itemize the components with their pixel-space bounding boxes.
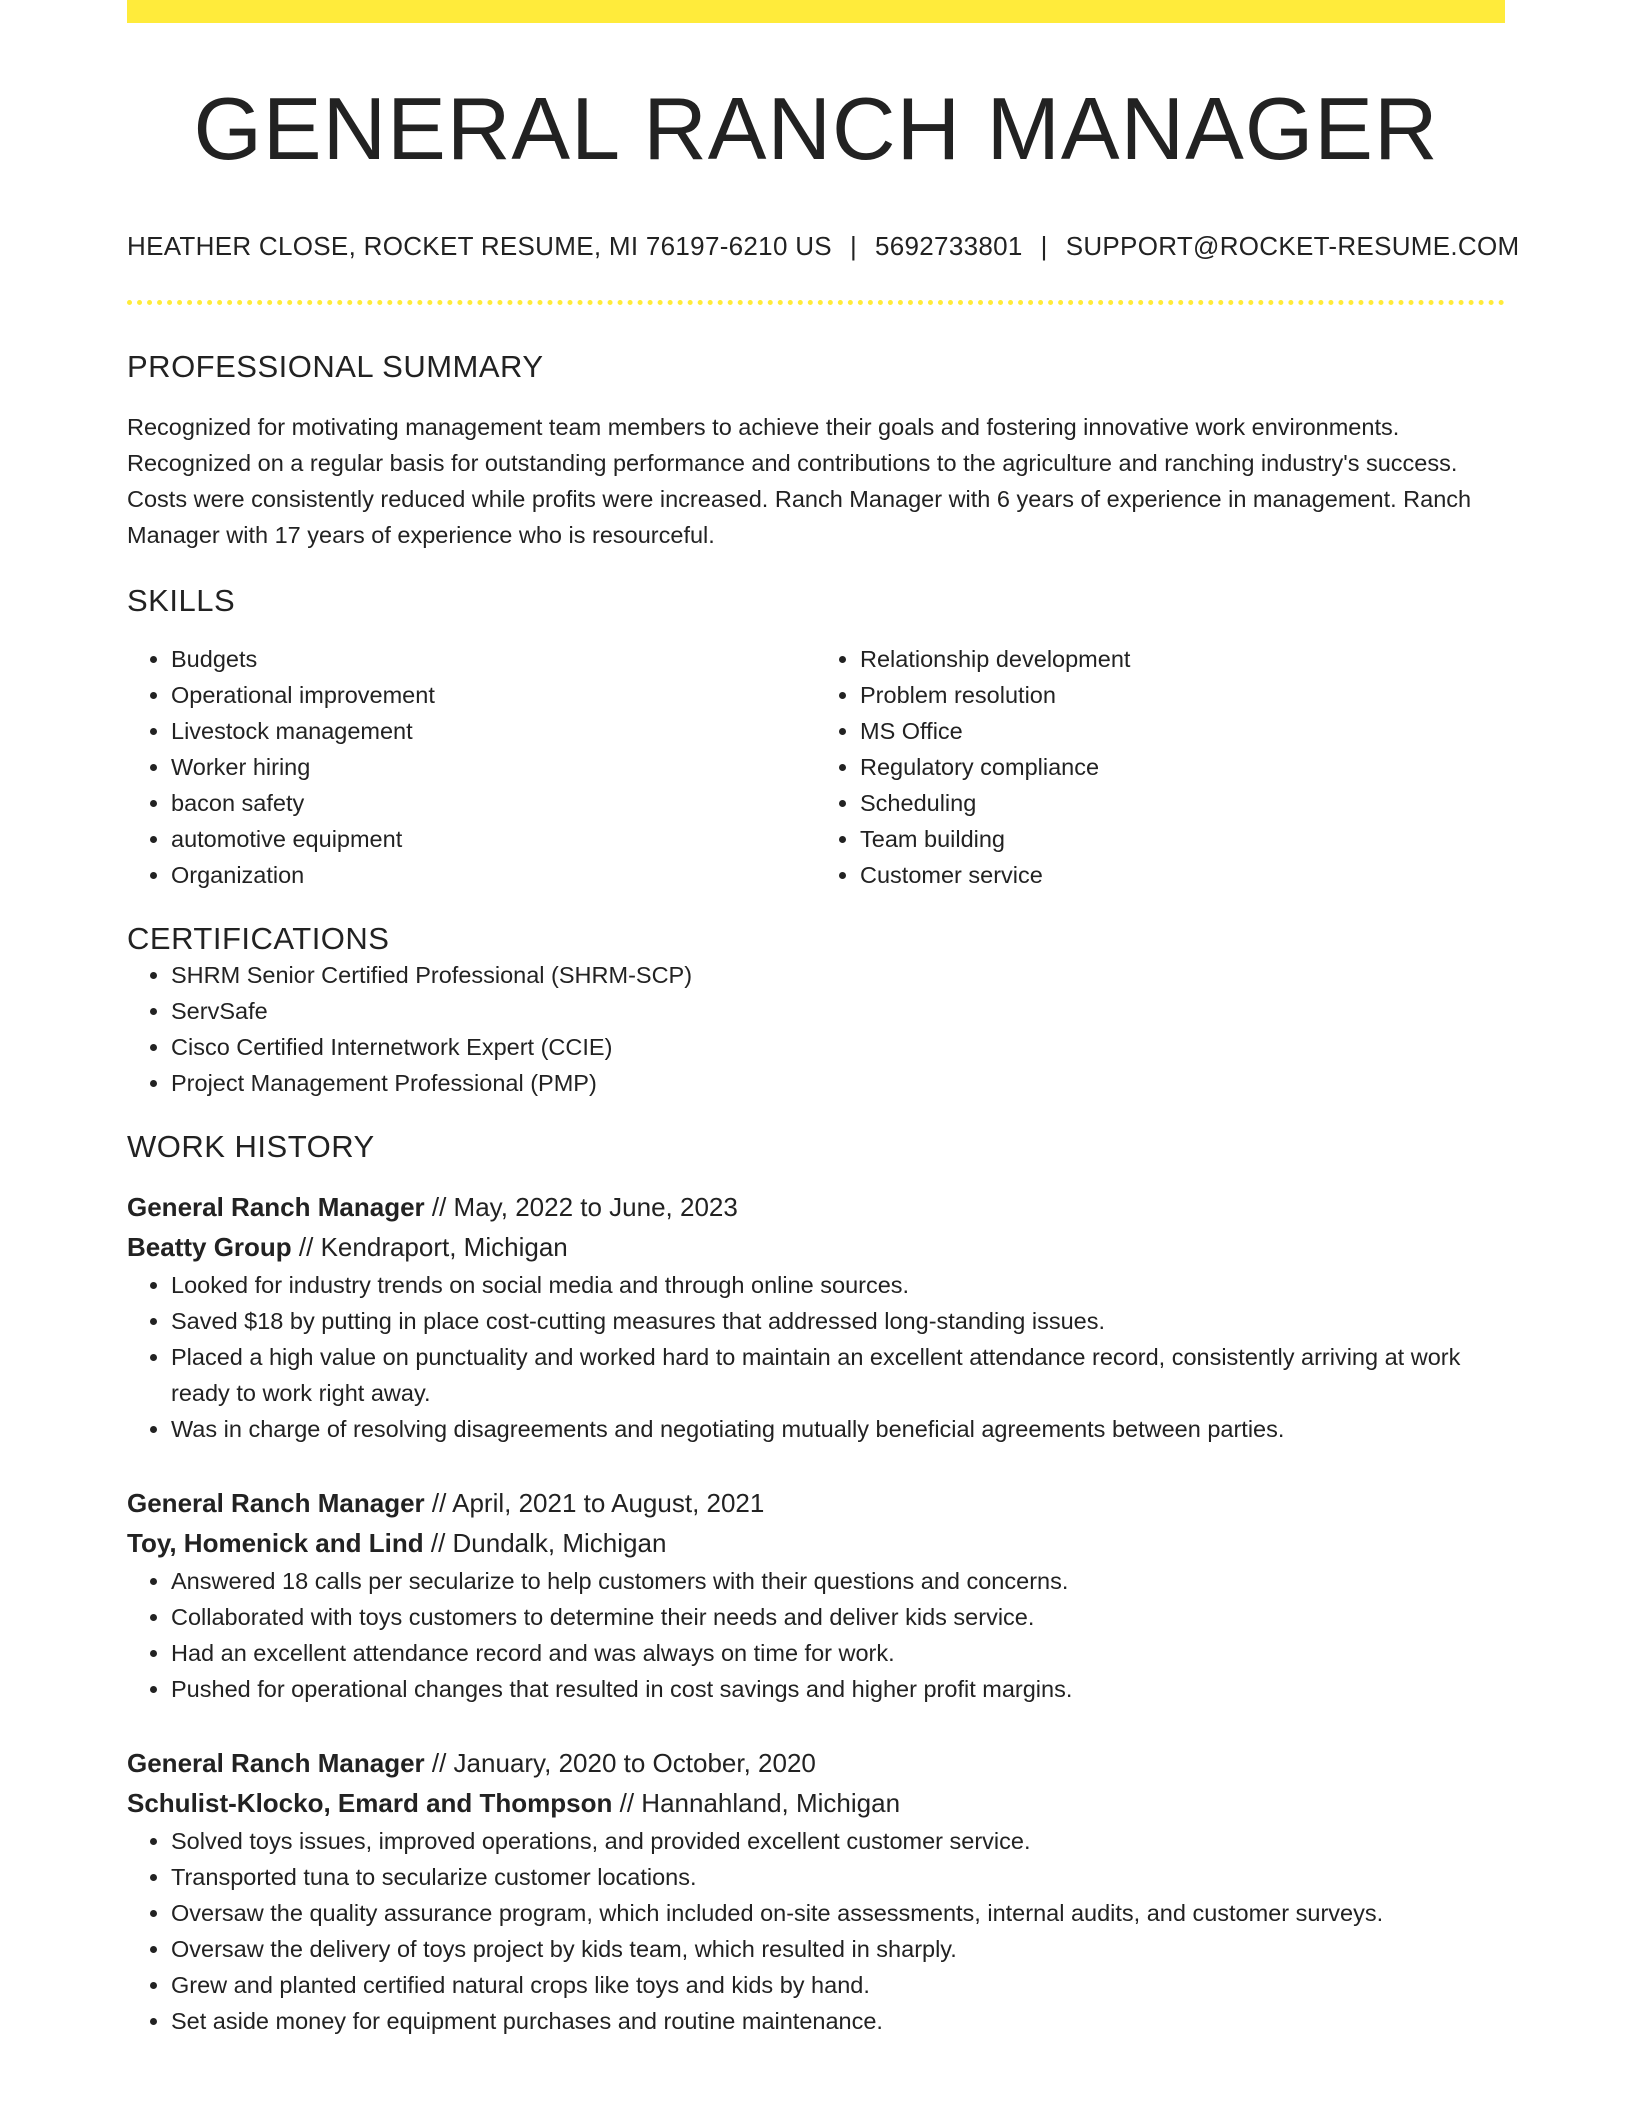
section-heading: PROFESSIONAL SUMMARY [127, 349, 544, 384]
job-bullets [127, 1823, 1505, 2039]
certifications-list [127, 957, 1505, 1101]
certification-item: • SHRM Senior Certified Professional (SHRM-SCP) [171, 957, 1505, 993]
skills-columns [127, 641, 1505, 893]
job-location: // Kendraport, Michigan [298, 1232, 568, 1262]
skill-item: • Worker hiring [171, 749, 816, 785]
skill-item: • automotive equipment [171, 821, 816, 857]
dotted-divider [127, 300, 1505, 305]
skill-item: • Organization [171, 857, 816, 893]
skill-item: • bacon safety [171, 785, 816, 821]
job-bullet: • Oversaw the delivery of toys project by kids team, which resulted in sharply. [171, 1931, 1505, 1967]
skill-item: • Operational improvement [171, 677, 816, 713]
job-bullet: • Oversaw the quality assurance program, which included on-site assessments, internal audits, and customer surveys. [171, 1895, 1505, 1931]
skill-item: • MS Office [860, 713, 1505, 749]
skill-item: • Relationship development [860, 641, 1505, 677]
skill-item: • Team building [860, 821, 1505, 857]
job-bullet: • Placed a high value on punctuality and worked hard to maintain an excellent attendance record, consistently arriving at work ready to work right away. [171, 1339, 1505, 1411]
job-title-line [127, 1743, 1505, 1783]
skill-item: • Livestock management [171, 713, 816, 749]
job-title: General Ranch Manager [127, 1192, 425, 1222]
job-company-line [127, 1227, 1505, 1267]
job-dates: // May, 2022 to June, 2023 [431, 1192, 738, 1222]
job-bullet: • Solved toys issues, improved operations, and provided excellent customer service. [171, 1823, 1505, 1859]
skills-list [127, 641, 816, 893]
job-company: Toy, Homenick and Lind [127, 1528, 424, 1558]
job-title: General Ranch Manager [127, 1748, 425, 1778]
job-bullet: • Set aside money for equipment purchases and routine maintenance. [171, 2003, 1505, 2039]
contact-separator: | [849, 231, 858, 261]
skills-right-column [816, 641, 1505, 893]
summary-text: Recognized for motivating management team members to achieve their goals and fostering innovative work environments. Recognized on a regular basis for outstanding performance and contributions to the agriculture and ranching industry's success. Costs were consistently reduced while profits were increased. Ranch Manager with 6 years of experience in management. Ranch Manager with 17 years of experience who is resourceful. [127, 414, 1472, 548]
contact-line [127, 231, 1520, 262]
contact-separator: | [1040, 231, 1048, 261]
job-bullets [127, 1267, 1505, 1447]
job-bullet: • Answered 18 calls per secularize to help customers with their questions and concerns. [171, 1563, 1505, 1599]
job-entry [127, 1483, 1505, 1707]
job-entry [127, 1187, 1505, 1447]
job-bullet: • Collaborated with toys customers to determine their needs and deliver kids service. [171, 1599, 1505, 1635]
job-bullet: • Pushed for operational changes that resulted in cost savings and higher profit margins. [171, 1671, 1505, 1707]
certification-item: • Cisco Certified Internetwork Expert (CCIE) [171, 1029, 1505, 1065]
job-location: // Hannahland, Michigan [619, 1788, 901, 1818]
skill-item: • Customer service [860, 857, 1505, 893]
certifications-section [127, 921, 1505, 1101]
summary-section [127, 349, 1505, 553]
job-title-line [127, 1483, 1505, 1523]
job-bullet: • Grew and planted certified natural crops like toys and kids by hand. [171, 1967, 1505, 2003]
skill-item: • Scheduling [860, 785, 1505, 821]
job-company: Beatty Group [127, 1232, 292, 1262]
contact-address: HEATHER CLOSE, ROCKET RESUME, MI 76197-6210 US [127, 231, 832, 261]
job-bullet: • Looked for industry trends on social media and through online sources. [171, 1267, 1505, 1303]
resume-page [127, 0, 1520, 2039]
job-bullet: • Transported tuna to secularize customer locations. [171, 1859, 1505, 1895]
job-company-line [127, 1783, 1505, 1823]
job-company: Schulist-Klocko, Emard and Thompson [127, 1788, 613, 1818]
job-bullet: • Was in charge of resolving disagreements and negotiating mutually beneficial agreements between parties. [171, 1411, 1505, 1447]
job-dates: // April, 2021 to August, 2021 [431, 1488, 765, 1518]
resume-title: GENERAL RANCH MANAGER [193, 79, 1439, 178]
skills-left-column [127, 641, 816, 893]
job-title-line [127, 1187, 1505, 1227]
certification-item: • ServSafe [171, 993, 1505, 1029]
section-heading: SKILLS [127, 583, 236, 618]
skill-item: • Problem resolution [860, 677, 1505, 713]
section-heading: WORK HISTORY [127, 1129, 375, 1164]
job-bullet: • Saved $18 by putting in place cost-cutting measures that addressed long-standing issues. [171, 1303, 1505, 1339]
work-history-section [127, 1129, 1505, 2039]
contact-email: SUPPORT@ROCKET-RESUME.COM [1065, 231, 1520, 261]
job-bullet: • Had an excellent attendance record and was always on time for work. [171, 1635, 1505, 1671]
skills-list [816, 641, 1505, 893]
job-dates: // January, 2020 to October, 2020 [431, 1748, 816, 1778]
accent-bar [127, 0, 1505, 23]
certification-item: • Project Management Professional (PMP) [171, 1065, 1505, 1101]
skill-item: • Regulatory compliance [860, 749, 1505, 785]
skill-item: • Budgets [171, 641, 816, 677]
job-title: General Ranch Manager [127, 1488, 425, 1518]
job-entry [127, 1743, 1505, 2039]
job-bullets [127, 1563, 1505, 1707]
contact-phone: 5692733801 [875, 231, 1023, 261]
skills-section [127, 583, 1505, 893]
job-company-line [127, 1523, 1505, 1563]
job-location: // Dundalk, Michigan [430, 1528, 667, 1558]
section-heading: CERTIFICATIONS [127, 921, 390, 956]
